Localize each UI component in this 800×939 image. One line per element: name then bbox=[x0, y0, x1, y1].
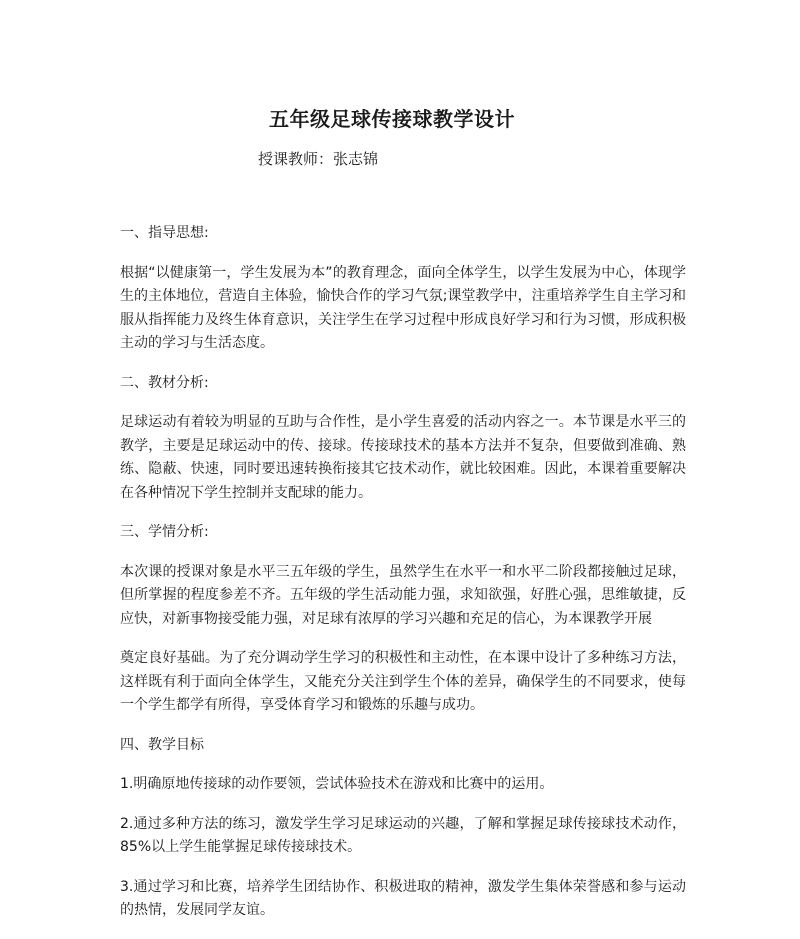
paragraph-students-2: 奠定良好基础。为了充分调动学生学习的积极性和主动性，在本课中设计了多种练习方法，这样既有利于面向全体学生，又能充分关注到学生个体的差异，确保学生的不同要求，使每一个学生都学有所得，享受体育学习和锻炼的乐趣与成功。 bbox=[120, 650, 686, 713]
paragraph-guiding: 根据“以健康第一，学生发展为本”的教育理念，面向全体学生，以学生发展为中心，体现学生的主体地位，营造自主体验，愉快合作的学习气氛;课堂教学中，注重培养学生自主学习和服从指挥能力及终生体育意识，关注学生在学习过程中形成良好学习和行为习惯，形成积极主动的学习与生活态度。 bbox=[120, 264, 686, 351]
objective-item-1: 1.明确原地传接球的动作要领，尝试体验技术在游戏和比赛中的运用。 bbox=[120, 776, 554, 792]
paragraph-students-1: 本次课的授课对象是水平三五年级的学生，虽然学生在水平一和水平二阶段都接触过足球，但所掌握的程度参差不齐。五年级的学生活动能力强，求知欲强，好胜心强，思维敏捷，反应快，对新事物接受能力强，对足球有浓厚的学习兴趣和充足的信心，为本课教学开展 bbox=[120, 563, 686, 627]
section-heading-material: 二、教材分析: bbox=[120, 374, 209, 391]
teacher-line: 授课教师：张志锦 bbox=[258, 150, 379, 168]
section-heading-objectives: 四、教学目标 bbox=[120, 736, 204, 753]
document-title: 五年级足球传接球教学设计 bbox=[269, 107, 515, 131]
section-heading-students: 三、学情分析: bbox=[120, 524, 209, 540]
objective-item-3: 3.通过学习和比赛，培养学生团结协作、积极进取的精神，激发学生集体荣誉感和参与运动的热情，发展同学友谊。 bbox=[120, 878, 686, 918]
paragraph-material: 足球运动有着较为明显的互助与合作性，是小学生喜爱的活动内容之一。本节课是水平三的教学，主要是足球运动中的传、接球。传接球技术的基本方法并不复杂，但要做到准确、熟练、隐蔽、快速，同时要迅速转换衔接其它技术动作，就比较困难。因此，本课着重要解决在各种情况下学生控制并支配球的能力。 bbox=[120, 414, 686, 501]
objective-item-2: 2.通过多种方法的练习，激发学生学习足球运动的兴趣，了解和掌握足球传接球技术动作，85%以上学生能掌握足球传接球技术。 bbox=[120, 815, 686, 855]
section-heading-guiding: 一、指导思想: bbox=[120, 225, 209, 241]
document-body bbox=[120, 222, 686, 939]
